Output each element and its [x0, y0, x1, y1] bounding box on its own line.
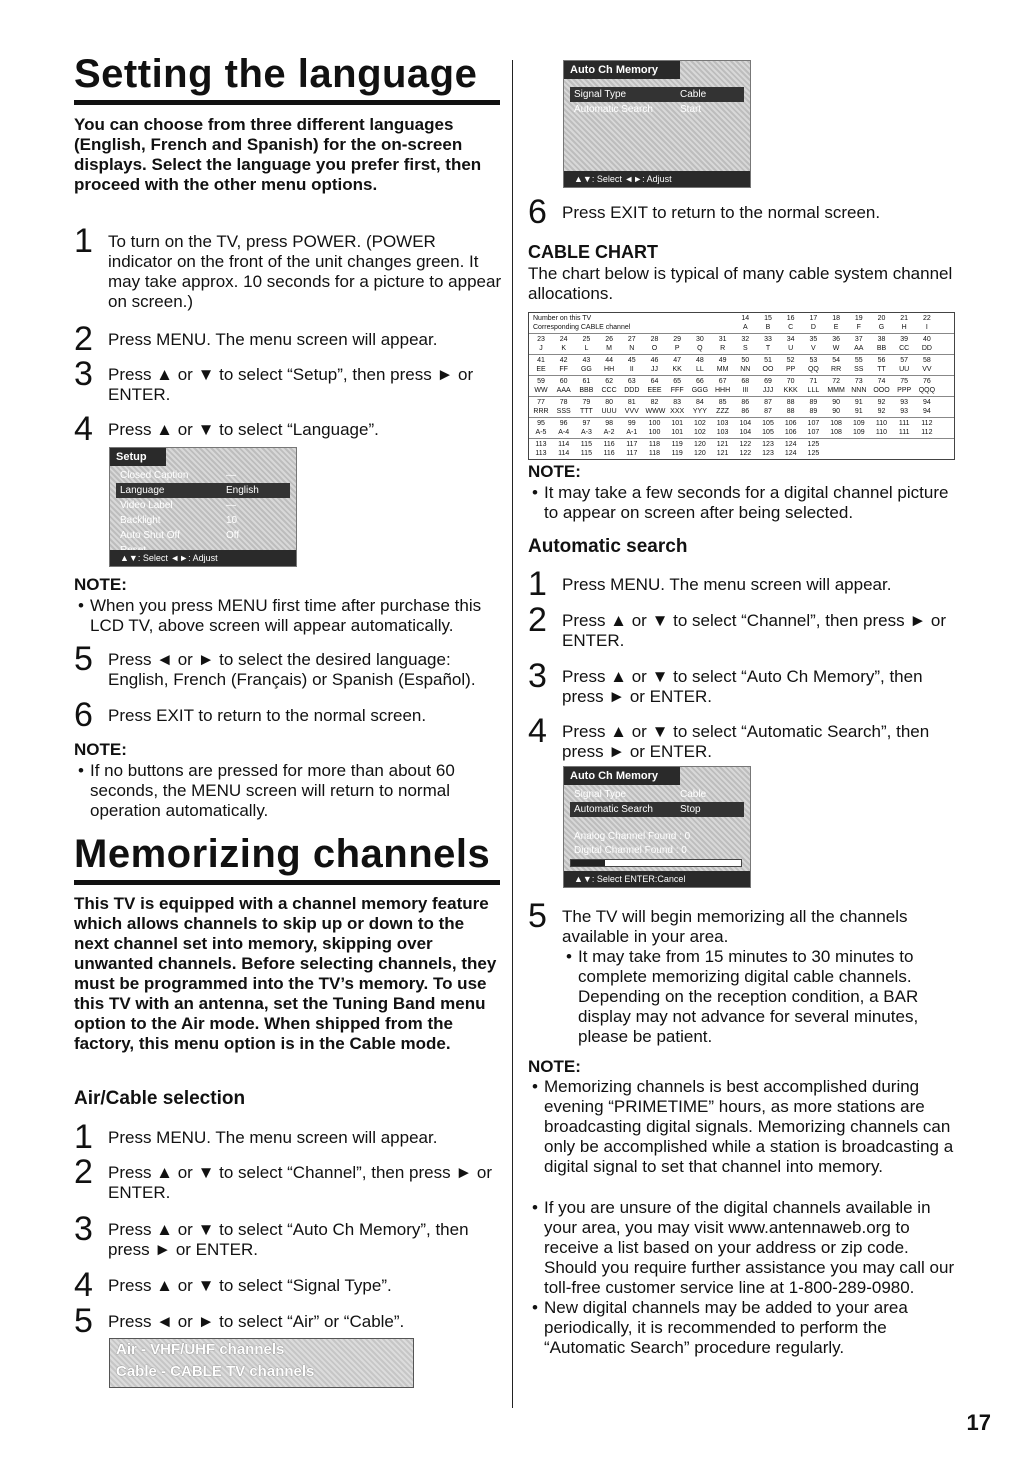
chart-cable-channel: A	[742, 324, 748, 331]
chart-tv-number: 107	[807, 420, 820, 427]
chart-cable-channel: RRR	[533, 408, 549, 415]
chart-cable-channel: VVV	[624, 408, 639, 415]
chart-cable-channel: 121	[716, 450, 729, 457]
chart-tv-number: 110	[875, 420, 888, 427]
search-progress-bar	[570, 859, 742, 867]
chart-tv-number: 24	[559, 336, 568, 343]
chart-tv-number: 68	[741, 378, 750, 385]
chart-tv-number: 97	[582, 420, 591, 427]
chart-tv-number: 59	[537, 378, 545, 385]
note-heading: NOTE:	[74, 740, 127, 759]
chart-cable-channel: E	[833, 324, 839, 331]
chart-cable-channel: A-1	[626, 429, 638, 436]
chart-tv-number: 72	[832, 378, 840, 385]
chart-cable-channel: 92	[877, 408, 886, 415]
chart-cable-channel: NNN	[851, 387, 867, 394]
chart-cable-channel: 112	[921, 429, 933, 436]
chart-tv-number: 114	[558, 441, 570, 448]
chart-tv-number: 18	[832, 315, 840, 322]
cable-option-label: Cable - CABLE TV channels	[116, 1363, 315, 1380]
chart-tv-number: 54	[832, 357, 840, 364]
chart-tv-number: 120	[694, 441, 706, 448]
chart-cable-channel: JJ	[651, 366, 658, 373]
chart-tv-number: 23	[537, 336, 545, 343]
step-5: 5 Press ◄ or ► to select the desired language: English, French (Français) or Spanish (Español).	[74, 640, 476, 689]
chart-tv-number: 22	[922, 315, 931, 322]
chart-tv-number: 28	[650, 336, 659, 343]
chart-tv-number: 124	[784, 441, 797, 448]
air-option-label: Air - VHF/UHF channels	[116, 1341, 285, 1358]
section-title: Memorizing channels	[74, 832, 491, 876]
chart-cable-channel: 93	[900, 408, 909, 415]
chart-cable-channel: CCC	[601, 387, 617, 394]
chart-tv-number: 79	[582, 399, 591, 406]
chart-cable-channel: TT	[877, 366, 886, 373]
chart-tv-number: 98	[605, 420, 613, 427]
chart-tv-number: 58	[922, 357, 931, 364]
chart-tv-number: 74	[877, 378, 886, 385]
chart-tv-number: 87	[764, 399, 772, 406]
chart-cable-channel: BBB	[579, 387, 594, 394]
chart-cable-channel: S	[742, 345, 748, 352]
chart-cable-channel: DDD	[624, 387, 640, 394]
chart-cable-channel: UU	[899, 366, 910, 373]
chart-cable-channel: 117	[626, 450, 638, 457]
menu-title: Auto Ch Memory	[564, 61, 680, 79]
chart-cable-channel: M	[606, 345, 613, 352]
chart-tv-number: 53	[809, 357, 818, 364]
chart-cable-channel: LL	[695, 366, 704, 373]
chart-cable-channel: L	[584, 345, 589, 352]
chart-tv-number: 17	[809, 315, 818, 322]
chart-cable-channel: N	[629, 345, 635, 352]
chart-cable-channel: A-3	[580, 429, 592, 436]
menu-row: Closed Caption —	[120, 470, 236, 481]
chart-cable-channel: CC	[899, 345, 910, 352]
note-heading: NOTE:	[74, 575, 127, 594]
chart-tv-number: 92	[877, 399, 886, 406]
note-item: • When you press MENU first time after purchase this LCD TV, above screen will appear automatically.	[78, 596, 482, 635]
note-heading: NOTE:	[528, 1057, 581, 1076]
note-item: • If no buttons are pressed for more than about 60 seconds, the MENU screen will return to normal operation automatically.	[78, 761, 455, 820]
chart-cable-channel: DD	[921, 345, 932, 352]
chart-tv-number: 82	[650, 399, 659, 406]
chart-cable-channel: AAA	[556, 387, 571, 394]
intro-text: This TV is equipped with a channel memory feature which allows channels to skip up or down to the next channel set into memory, skipping over unwanted channels. Before selecting channels, they must be programmed into the TV’s memory. To use this TV with an antenna, set the Tuning Band menu option to the Air mode. When shipped from the factory, this menu option is in the Cable mode.	[74, 894, 497, 1053]
chart-tv-number: 77	[537, 399, 545, 406]
cable-chart-table	[528, 312, 955, 460]
chart-cable-channel: 122	[739, 450, 752, 457]
chart-tv-number: 125	[807, 441, 820, 448]
chart-cable-channel: 86	[741, 408, 750, 415]
chart-tv-number: 63	[627, 378, 636, 385]
chart-cable-channel: PP	[786, 366, 796, 373]
page-title: Setting the language	[74, 52, 478, 96]
chart-row	[529, 418, 954, 439]
chart-tv-number: 44	[605, 357, 613, 364]
chart-cable-channel: TTT	[579, 408, 593, 415]
chart-cable-channel: SSS	[556, 408, 571, 415]
chart-tv-number: 67	[718, 378, 727, 385]
chart-cable-channel: 106	[784, 429, 797, 436]
chart-tv-number: 16	[786, 315, 795, 322]
menu-row-selected: Automatic Search Stop	[570, 802, 744, 817]
chart-cable-channel: 89	[809, 408, 818, 415]
chart-tv-number: 93	[900, 399, 909, 406]
auto-ch-memory-screen	[563, 60, 751, 188]
chart-cable-channel: 115	[580, 450, 592, 457]
chart-cable-channel: YYY	[692, 408, 707, 415]
chart-cable-channel: 109	[852, 429, 865, 436]
cable-chart-heading: CABLE CHART	[528, 242, 658, 262]
chart-cable-channel: 116	[603, 450, 615, 457]
menu-row: Backlight 10	[120, 515, 238, 526]
chart-tv-number: 61	[582, 378, 591, 385]
chart-tv-number: 112	[921, 420, 933, 427]
chart-cable-channel: GGG	[691, 387, 709, 394]
chart-tv-number: 99	[627, 420, 636, 427]
chart-cable-channel: 125	[807, 450, 820, 457]
step-4: 4 Press ▲ or ▼ to select “Automatic Search”, then press ► or ENTER.	[528, 712, 930, 761]
chart-tv-number: 30	[695, 336, 704, 343]
chart-cable-channel: 102	[694, 429, 706, 436]
chart-tv-number: 95	[537, 420, 545, 427]
chart-tv-number: 115	[580, 441, 592, 448]
title-rule	[74, 880, 500, 885]
chart-row	[529, 334, 954, 355]
chart-tv-number: 52	[786, 357, 795, 364]
chart-cable-channel: VV	[922, 366, 932, 373]
chart-tv-number: 57	[900, 357, 909, 364]
chart-cable-channel: UUU	[601, 408, 617, 415]
chart-tv-number: 42	[559, 357, 568, 364]
chart-tv-number: 37	[854, 336, 863, 343]
chart-cable-channel: T	[765, 345, 771, 352]
digital-found-label: Digital Channel Found : 0	[574, 845, 687, 856]
chart-tv-number: 76	[922, 378, 931, 385]
chart-tv-number: 100	[648, 420, 661, 427]
chart-cable-channel: G	[878, 324, 885, 331]
chart-cable-channel: 91	[854, 408, 863, 415]
step-5-bullet: • It may take from 15 minutes to 30 minutes to complete memorizing digital cable channels. Depending on the reception condition, a BAR display may not advance for several minutes, please be patient.	[566, 947, 919, 1046]
chart-cable-channel: W	[832, 345, 840, 352]
chart-cable-channel: XXX	[670, 408, 685, 415]
chart-cable-channel: O	[651, 345, 658, 352]
chart-tv-number: 96	[559, 420, 568, 427]
chart-cable-channel: 103	[716, 429, 729, 436]
chart-tv-number: 14	[741, 315, 750, 322]
chart-tv-number: 80	[605, 399, 613, 406]
chart-tv-number: 19	[854, 315, 863, 322]
chart-tv-number: 36	[832, 336, 840, 343]
note-heading: NOTE:	[528, 462, 581, 481]
chart-tv-number: 78	[559, 399, 568, 406]
chart-cable-channel: 110	[875, 429, 888, 436]
menu-title: Auto Ch Memory	[564, 767, 680, 785]
chart-tv-number: 102	[694, 420, 706, 427]
air-cable-legend	[109, 1338, 414, 1388]
chart-tv-number: 111	[898, 420, 910, 427]
chart-tv-number: 83	[673, 399, 682, 406]
chart-cable-channel: BB	[876, 345, 887, 352]
menu-row-selected: Language English	[116, 483, 290, 498]
step-2: 2 Press ▲ or ▼ to select “Channel”, then press ► or ENTER.	[528, 601, 947, 650]
chart-tv-number: 43	[582, 357, 591, 364]
chart-cable-channel: RR	[831, 366, 842, 373]
chart-tv-number: 86	[741, 399, 750, 406]
chart-cable-channel: P	[674, 345, 680, 352]
chart-tv-number: 109	[852, 420, 865, 427]
chart-tv-number: 94	[922, 399, 931, 406]
note-item: • Memorizing channels is best accomplished during evening “PRIMETIME” hours, as more stations are broadcasting digital signals. Memorizing channels can only be accomplished while a station is broadcasting a digital signal to set that channel into memory.	[532, 1077, 954, 1176]
chart-tv-number: 104	[739, 420, 752, 427]
chart-tv-number: 48	[695, 357, 704, 364]
chart-cable-channel: FFF	[670, 387, 684, 394]
chart-cable-channel: FF	[559, 366, 568, 373]
intro-text: You can choose from three different languages (English, French and Spanish) for the on-screen displays. Select the language you prefer first, then proceed with the other menu options.	[74, 115, 482, 194]
chart-tv-number: 105	[762, 420, 774, 427]
chart-tv-number: 50	[741, 357, 750, 364]
chart-cable-channel: SS	[854, 366, 864, 373]
chart-cable-channel: AA	[854, 345, 864, 352]
menu-row: Signal Type Cable	[574, 789, 707, 800]
chart-tv-number: 73	[854, 378, 863, 385]
chart-tv-number: 35	[809, 336, 818, 343]
chart-cable-channel: EEE	[647, 387, 662, 394]
chart-cable-channel: A-2	[603, 429, 615, 436]
chart-cable-channel: OOO	[873, 387, 890, 394]
chart-cable-channel: 105	[762, 429, 774, 436]
menu-row: Auto Shut Off Off	[120, 530, 240, 541]
step-5: 5 The TV will begin memorizing all the channels available in your area.	[528, 897, 908, 946]
chart-tv-number: 122	[739, 441, 752, 448]
chart-tv-number: 64	[650, 378, 659, 385]
chart-tv-number: 26	[605, 336, 613, 343]
chart-tv-number: 45	[627, 357, 636, 364]
chart-tv-number: 15	[764, 315, 772, 322]
chart-cable-channel: III	[742, 387, 749, 394]
chart-tv-number: 34	[786, 336, 795, 343]
chart-tv-number: 31	[718, 336, 727, 343]
step-2: 2 Press ▲ or ▼ to select “Channel”, then press ► or ENTER.	[74, 1153, 493, 1202]
chart-tv-number: 71	[809, 378, 818, 385]
chart-tv-number: 116	[603, 441, 615, 448]
chart-tv-number: 29	[673, 336, 682, 343]
chart-tv-number: 41	[537, 357, 545, 364]
menu-row-selected: Signal Type Cable	[570, 87, 744, 102]
chart-cable-channel: 101	[671, 429, 684, 436]
chart-cable-channel: NN	[740, 366, 751, 373]
chart-tv-number: 88	[786, 399, 795, 406]
column-divider	[512, 60, 513, 1408]
chart-tv-number: 70	[786, 378, 795, 385]
chart-cable-channel: HH	[604, 366, 615, 373]
chart-cable-channel: I	[925, 324, 928, 331]
note-item: • If you are unsure of the digital channels available in your area, you may visit www.antennaweb.org to receive a list based on your address or zip code. Should you require further assistance you may call our toll-free customer service line at 1-800-289-0980.	[532, 1198, 955, 1297]
chart-tv-number: 21	[900, 315, 909, 322]
chart-cable-channel: 90	[832, 408, 840, 415]
cable-chart-description: The chart below is typical of many cable system channel allocations.	[528, 264, 953, 303]
chart-tv-number: 113	[535, 441, 547, 448]
chart-tv-number: 20	[877, 315, 886, 322]
chart-tv-number: 123	[762, 441, 774, 448]
title-rule	[74, 100, 500, 105]
chart-cable-channel: WW	[534, 387, 548, 394]
chart-cable-channel: 107	[807, 429, 820, 436]
chart-row	[529, 355, 954, 376]
chart-cable-channel: V	[811, 345, 816, 352]
chart-cable-channel: HHH	[715, 387, 731, 394]
chart-cable-channel: QQQ	[918, 387, 936, 394]
step-3: 3 Press ▲ or ▼ to select “Auto Ch Memory”, then press ► or ENTER.	[528, 657, 923, 706]
chart-tv-number: 46	[650, 357, 659, 364]
chart-tv-number: 89	[809, 399, 818, 406]
chart-cable-channel: 111	[898, 429, 910, 436]
page-number: 17	[966, 1410, 991, 1435]
analog-found-label: Analog Channel Found : 0	[574, 831, 691, 842]
chart-tv-number: 55	[854, 357, 863, 364]
chart-cable-channel: PPP	[897, 387, 912, 394]
chart-tv-number: 75	[900, 378, 909, 385]
menu-footer: ▲▼: Select ◄►: Adjust	[110, 550, 296, 566]
chart-cable-channel: MM	[716, 366, 729, 373]
chart-cable-channel: OO	[762, 366, 774, 373]
chart-tv-number: 84	[695, 399, 704, 406]
chart-tv-number: 101	[671, 420, 684, 427]
chart-cable-channel: 119	[671, 450, 683, 457]
chart-cable-channel: 94	[922, 408, 931, 415]
chart-cable-channel: 108	[830, 429, 842, 436]
note-item: • It may take a few seconds for a digital channel picture to appear on screen after being selected.	[532, 483, 949, 522]
step-1: 1 To turn on the TV, press POWER. (POWER indicator on the front of the unit changes green. It may take approx. 10 seconds for a picture to appear on screen.)	[74, 222, 502, 311]
chart-cable-channel: H	[901, 324, 907, 331]
chart-cable-channel: Q	[697, 345, 703, 352]
menu-row: Automatic Search Start	[574, 104, 702, 115]
chart-cable-channel: KKK	[783, 387, 798, 394]
chart-tv-number: 121	[716, 441, 729, 448]
chart-tv-number: 39	[900, 336, 909, 343]
chart-tv-number: 65	[673, 378, 682, 385]
chart-tv-number: 33	[764, 336, 772, 343]
chart-cable-channel: C	[788, 324, 794, 331]
chart-tv-number: 56	[877, 357, 886, 364]
chart-tv-number: 32	[741, 336, 750, 343]
chart-cable-channel: JJJ	[762, 387, 774, 394]
chart-cable-channel: II	[629, 366, 634, 373]
chart-tv-number: 27	[627, 336, 636, 343]
chart-header-label: Corresponding CABLE channel	[533, 324, 631, 331]
step-3: 3 Press ▲ or ▼ to select “Auto Ch Memory”, then press ► or ENTER.	[74, 1210, 469, 1259]
menu-title: Setup	[110, 448, 166, 466]
menu-footer: ▲▼: Select ENTER:Cancel	[564, 871, 750, 887]
progress-fill	[571, 860, 605, 866]
chart-cable-channel: LLL	[807, 387, 820, 394]
chart-cable-channel: 100	[648, 429, 661, 436]
chart-row	[529, 313, 954, 334]
chart-tv-number: 51	[764, 357, 772, 364]
chart-cable-channel: F	[856, 324, 861, 331]
chart-header-label: Number on this TV	[533, 315, 592, 322]
chart-row	[529, 397, 954, 418]
chart-cable-channel: EE	[536, 366, 546, 373]
chart-tv-number: 49	[718, 357, 727, 364]
chart-cable-channel: A-4	[558, 429, 570, 436]
chart-cable-channel: J	[539, 345, 543, 352]
chart-cable-channel: A-5	[535, 429, 547, 436]
chart-tv-number: 25	[582, 336, 591, 343]
subheading: Automatic search	[528, 536, 688, 557]
chart-cable-channel: QQ	[807, 366, 819, 373]
chart-tv-number: 62	[605, 378, 613, 385]
chart-cable-channel: K	[561, 345, 567, 352]
auto-search-screen	[563, 766, 751, 888]
chart-tv-number: 38	[877, 336, 886, 343]
setup-menu-screen	[109, 447, 297, 567]
chart-cable-channel: 118	[648, 450, 661, 457]
chart-cable-channel: 124	[784, 450, 797, 457]
chart-tv-number: 108	[830, 420, 842, 427]
chart-tv-number: 69	[764, 378, 772, 385]
note-item: • New digital channels may be added to your area periodically, it is recommended to perform the “Automatic Search” procedure regularly.	[532, 1298, 908, 1357]
chart-cable-channel: 114	[558, 450, 570, 457]
chart-tv-number: 106	[784, 420, 797, 427]
chart-cable-channel: 87	[764, 408, 772, 415]
chart-cable-channel: KK	[672, 366, 682, 373]
chart-tv-number: 117	[626, 441, 638, 448]
chart-cable-channel: 88	[786, 408, 795, 415]
chart-cable-channel: 113	[535, 450, 547, 457]
menu-row: Video Label —	[120, 500, 236, 511]
chart-cable-channel: D	[810, 324, 816, 331]
chart-tv-number: 81	[627, 399, 636, 406]
chart-cable-channel: GG	[580, 366, 592, 373]
chart-tv-number: 90	[832, 399, 840, 406]
chart-tv-number: 85	[718, 399, 727, 406]
chart-cable-channel: MMM	[827, 387, 845, 394]
subheading: Air/Cable selection	[74, 1088, 246, 1109]
chart-tv-number: 103	[716, 420, 729, 427]
chart-cable-channel: B	[765, 324, 771, 331]
chart-tv-number: 66	[695, 378, 704, 385]
chart-tv-number: 60	[559, 378, 568, 385]
chart-tv-number: 40	[922, 336, 931, 343]
chart-cable-channel: R	[720, 345, 726, 352]
chart-tv-number: 47	[673, 357, 682, 364]
chart-cable-channel: WWW	[645, 408, 666, 415]
chart-cable-channel: 104	[739, 429, 752, 436]
chart-row	[529, 439, 954, 459]
chart-cable-channel: ZZZ	[716, 408, 729, 415]
menu-footer: ▲▼: Select ◄►: Adjust	[564, 171, 750, 187]
chart-cable-channel: 120	[694, 450, 706, 457]
chart-tv-number: 91	[854, 399, 863, 406]
chart-cable-channel: 123	[762, 450, 774, 457]
chart-row	[529, 376, 954, 397]
chart-tv-number: 118	[648, 441, 661, 448]
chart-tv-number: 119	[671, 441, 683, 448]
chart-cable-channel: U	[788, 345, 794, 352]
